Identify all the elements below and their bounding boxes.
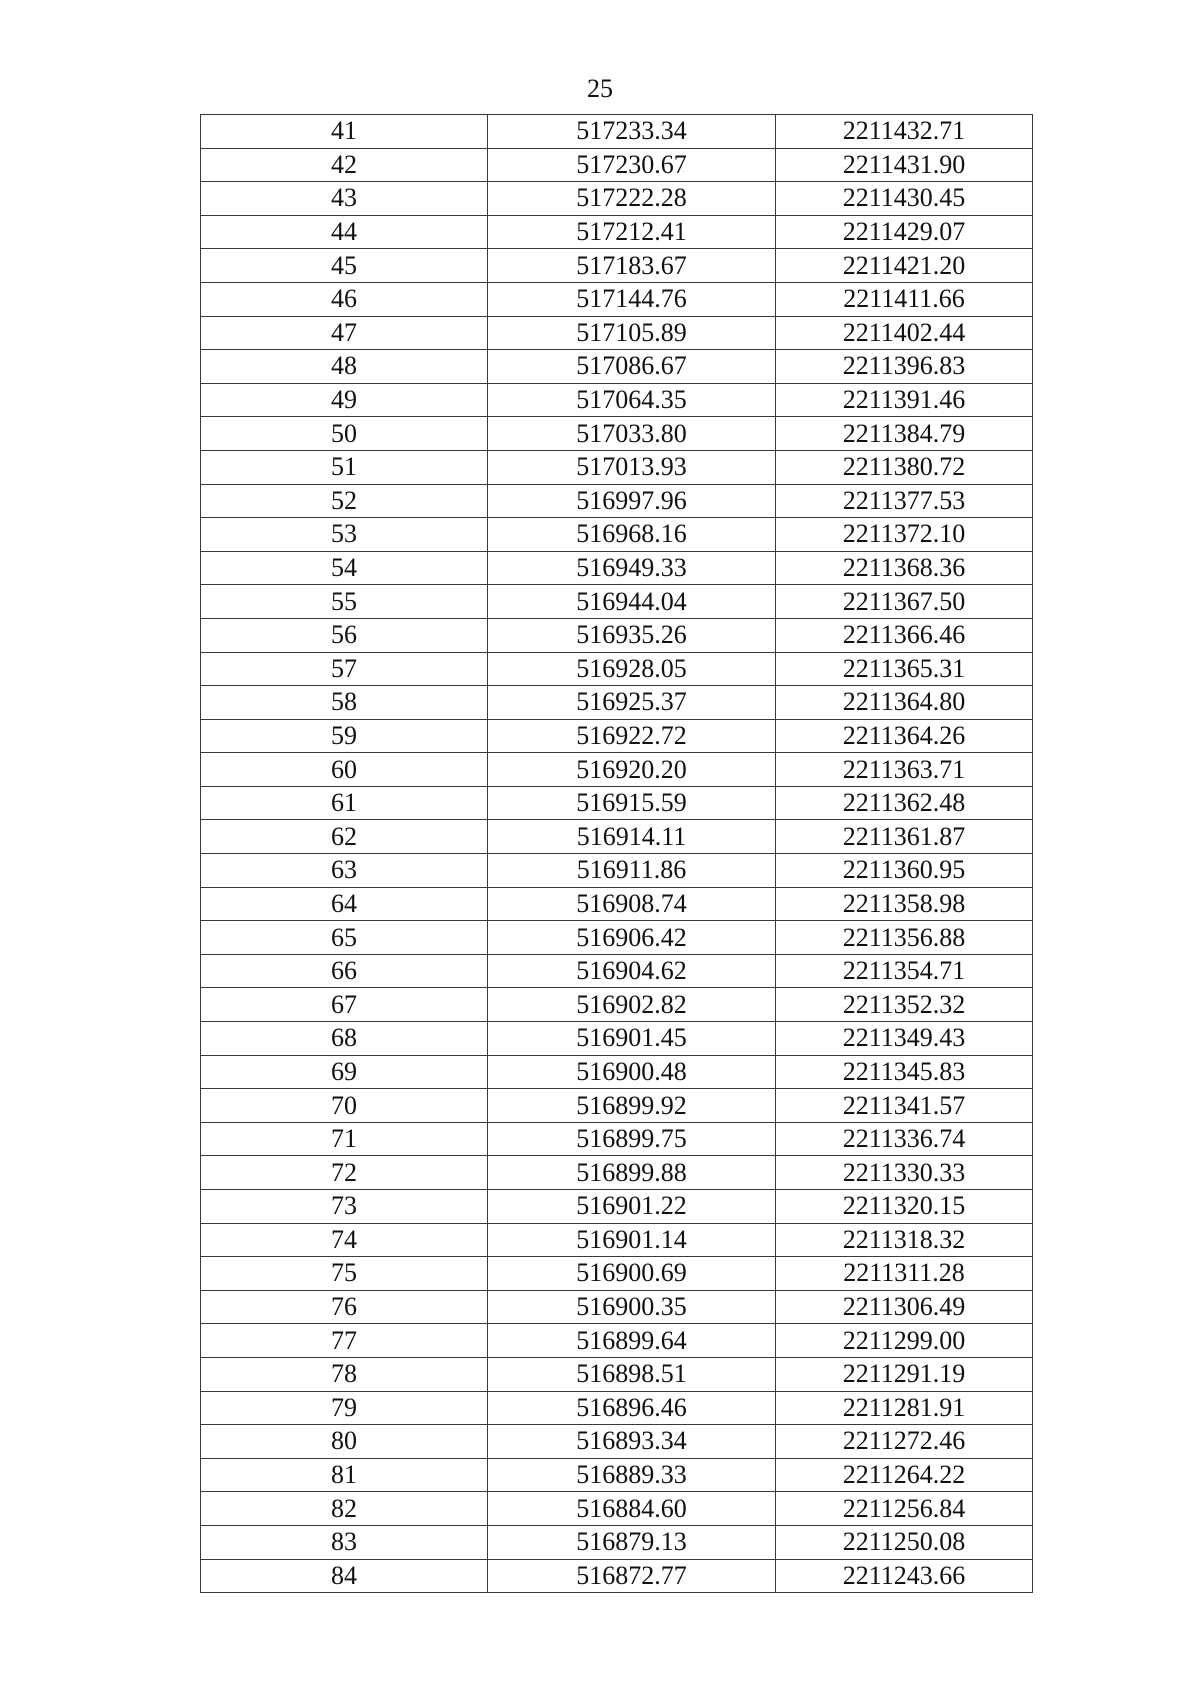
x-coordinate-cell: 516901.22: [488, 1190, 776, 1224]
point-number-cell: 42: [201, 148, 488, 182]
point-number-cell: 53: [201, 518, 488, 552]
table-row: [201, 1055, 1033, 1089]
y-coordinate-cell: 2211306.49: [776, 1290, 1033, 1324]
y-coordinate-cell: 2211431.90: [776, 148, 1033, 182]
table-row: [201, 182, 1033, 216]
table-row: [201, 1458, 1033, 1492]
x-coordinate-cell: 516900.48: [488, 1055, 776, 1089]
table-row: [201, 1525, 1033, 1559]
y-coordinate-cell: 2211380.72: [776, 450, 1033, 484]
table-row: [201, 1425, 1033, 1459]
y-coordinate-cell: 2211352.32: [776, 988, 1033, 1022]
y-coordinate-cell: 2211384.79: [776, 417, 1033, 451]
table-row: [201, 1122, 1033, 1156]
y-coordinate-cell: 2211291.19: [776, 1357, 1033, 1391]
point-number-cell: 67: [201, 988, 488, 1022]
x-coordinate-cell: 516889.33: [488, 1458, 776, 1492]
coordinate-table: [200, 114, 1033, 1593]
x-coordinate-cell: 516901.14: [488, 1223, 776, 1257]
y-coordinate-cell: 2211250.08: [776, 1525, 1033, 1559]
x-coordinate-cell: 516928.05: [488, 652, 776, 686]
point-number-cell: 57: [201, 652, 488, 686]
table-row: [201, 1257, 1033, 1291]
x-coordinate-cell: 516900.35: [488, 1290, 776, 1324]
y-coordinate-cell: 2211421.20: [776, 249, 1033, 283]
table-row: [201, 518, 1033, 552]
point-number-cell: 74: [201, 1223, 488, 1257]
x-coordinate-cell: 516879.13: [488, 1525, 776, 1559]
x-coordinate-cell: 516949.33: [488, 551, 776, 585]
x-coordinate-cell: 516997.96: [488, 484, 776, 518]
table-row: [201, 551, 1033, 585]
table-row: [201, 854, 1033, 888]
table-row: [201, 148, 1033, 182]
y-coordinate-cell: 2211368.36: [776, 551, 1033, 585]
point-number-cell: 84: [201, 1559, 488, 1593]
point-number-cell: 76: [201, 1290, 488, 1324]
x-coordinate-cell: 516901.45: [488, 1022, 776, 1056]
point-number-cell: 78: [201, 1357, 488, 1391]
y-coordinate-cell: 2211365.31: [776, 652, 1033, 686]
point-number-cell: 62: [201, 820, 488, 854]
point-number-cell: 72: [201, 1156, 488, 1190]
y-coordinate-cell: 2211318.32: [776, 1223, 1033, 1257]
x-coordinate-cell: 516896.46: [488, 1391, 776, 1425]
point-number-cell: 51: [201, 450, 488, 484]
x-coordinate-cell: 516914.11: [488, 820, 776, 854]
y-coordinate-cell: 2211320.15: [776, 1190, 1033, 1224]
point-number-cell: 70: [201, 1089, 488, 1123]
y-coordinate-cell: 2211432.71: [776, 115, 1033, 149]
point-number-cell: 79: [201, 1391, 488, 1425]
table-row: [201, 249, 1033, 283]
x-coordinate-cell: 517212.41: [488, 215, 776, 249]
x-coordinate-cell: 517064.35: [488, 383, 776, 417]
point-number-cell: 68: [201, 1022, 488, 1056]
table-row: [201, 450, 1033, 484]
point-number-cell: 56: [201, 618, 488, 652]
point-number-cell: 48: [201, 350, 488, 384]
y-coordinate-cell: 2211429.07: [776, 215, 1033, 249]
y-coordinate-cell: 2211366.46: [776, 618, 1033, 652]
table-row: [201, 719, 1033, 753]
x-coordinate-cell: 516935.26: [488, 618, 776, 652]
y-coordinate-cell: 2211391.46: [776, 383, 1033, 417]
page-number: 25: [587, 74, 613, 103]
table-row: [201, 316, 1033, 350]
table-row: [201, 1089, 1033, 1123]
x-coordinate-cell: 516898.51: [488, 1357, 776, 1391]
table-row: [201, 115, 1033, 149]
table-row: [201, 1324, 1033, 1358]
y-coordinate-cell: 2211299.00: [776, 1324, 1033, 1358]
x-coordinate-cell: 517086.67: [488, 350, 776, 384]
y-coordinate-cell: 2211281.91: [776, 1391, 1033, 1425]
y-coordinate-cell: 2211354.71: [776, 954, 1033, 988]
point-number-cell: 59: [201, 719, 488, 753]
x-coordinate-cell: 516968.16: [488, 518, 776, 552]
y-coordinate-cell: 2211430.45: [776, 182, 1033, 216]
point-number-cell: 82: [201, 1492, 488, 1526]
point-number-cell: 73: [201, 1190, 488, 1224]
table-row: [201, 1156, 1033, 1190]
x-coordinate-cell: 516893.34: [488, 1425, 776, 1459]
table-row: [201, 820, 1033, 854]
table-row: [201, 1492, 1033, 1526]
x-coordinate-cell: 516900.69: [488, 1257, 776, 1291]
x-coordinate-cell: 517105.89: [488, 316, 776, 350]
y-coordinate-cell: 2211264.22: [776, 1458, 1033, 1492]
y-coordinate-cell: 2211377.53: [776, 484, 1033, 518]
point-number-cell: 66: [201, 954, 488, 988]
x-coordinate-cell: 517013.93: [488, 450, 776, 484]
x-coordinate-cell: 516899.64: [488, 1324, 776, 1358]
point-number-cell: 49: [201, 383, 488, 417]
y-coordinate-cell: 2211361.87: [776, 820, 1033, 854]
y-coordinate-cell: 2211402.44: [776, 316, 1033, 350]
point-number-cell: 69: [201, 1055, 488, 1089]
x-coordinate-cell: 516906.42: [488, 921, 776, 955]
point-number-cell: 58: [201, 686, 488, 720]
x-coordinate-cell: 516911.86: [488, 854, 776, 888]
table-row: [201, 1290, 1033, 1324]
point-number-cell: 65: [201, 921, 488, 955]
y-coordinate-cell: 2211358.98: [776, 887, 1033, 921]
y-coordinate-cell: 2211396.83: [776, 350, 1033, 384]
table-row: [201, 1559, 1033, 1593]
y-coordinate-cell: 2211330.33: [776, 1156, 1033, 1190]
y-coordinate-cell: 2211364.80: [776, 686, 1033, 720]
y-coordinate-cell: 2211356.88: [776, 921, 1033, 955]
point-number-cell: 75: [201, 1257, 488, 1291]
point-number-cell: 61: [201, 786, 488, 820]
x-coordinate-cell: 516904.62: [488, 954, 776, 988]
table-row: [201, 350, 1033, 384]
table-row: [201, 1357, 1033, 1391]
x-coordinate-cell: 516925.37: [488, 686, 776, 720]
point-number-cell: 81: [201, 1458, 488, 1492]
table-row: [201, 921, 1033, 955]
x-coordinate-cell: 516872.77: [488, 1559, 776, 1593]
point-number-cell: 55: [201, 585, 488, 619]
y-coordinate-cell: 2211341.57: [776, 1089, 1033, 1123]
y-coordinate-cell: 2211411.66: [776, 282, 1033, 316]
point-number-cell: 60: [201, 753, 488, 787]
table-row: [201, 1022, 1033, 1056]
point-number-cell: 80: [201, 1425, 488, 1459]
x-coordinate-cell: 517033.80: [488, 417, 776, 451]
x-coordinate-cell: 517144.76: [488, 282, 776, 316]
x-coordinate-cell: 517222.28: [488, 182, 776, 216]
table-row: [201, 1190, 1033, 1224]
point-number-cell: 77: [201, 1324, 488, 1358]
x-coordinate-cell: 517230.67: [488, 148, 776, 182]
y-coordinate-cell: 2211349.43: [776, 1022, 1033, 1056]
table-row: [201, 215, 1033, 249]
point-number-cell: 46: [201, 282, 488, 316]
table-row: [201, 484, 1033, 518]
y-coordinate-cell: 2211367.50: [776, 585, 1033, 619]
x-coordinate-cell: 516899.92: [488, 1089, 776, 1123]
table-row: [201, 954, 1033, 988]
point-number-cell: 50: [201, 417, 488, 451]
table-row: [201, 686, 1033, 720]
point-number-cell: 52: [201, 484, 488, 518]
y-coordinate-cell: 2211272.46: [776, 1425, 1033, 1459]
y-coordinate-cell: 2211243.66: [776, 1559, 1033, 1593]
table-row: [201, 1391, 1033, 1425]
table-row: [201, 618, 1033, 652]
x-coordinate-cell: 516915.59: [488, 786, 776, 820]
table-body: [201, 115, 1033, 1593]
x-coordinate-cell: 516944.04: [488, 585, 776, 619]
x-coordinate-cell: 516899.88: [488, 1156, 776, 1190]
y-coordinate-cell: 2211345.83: [776, 1055, 1033, 1089]
x-coordinate-cell: 517233.34: [488, 115, 776, 149]
table-row: [201, 652, 1033, 686]
table-row: [201, 1223, 1033, 1257]
table-row: [201, 753, 1033, 787]
table-row: [201, 887, 1033, 921]
y-coordinate-cell: 2211311.28: [776, 1257, 1033, 1291]
point-number-cell: 47: [201, 316, 488, 350]
y-coordinate-cell: 2211360.95: [776, 854, 1033, 888]
point-number-cell: 71: [201, 1122, 488, 1156]
point-number-cell: 63: [201, 854, 488, 888]
x-coordinate-cell: 516920.20: [488, 753, 776, 787]
point-number-cell: 43: [201, 182, 488, 216]
x-coordinate-cell: 516899.75: [488, 1122, 776, 1156]
point-number-cell: 45: [201, 249, 488, 283]
point-number-cell: 64: [201, 887, 488, 921]
x-coordinate-cell: 517183.67: [488, 249, 776, 283]
x-coordinate-cell: 516922.72: [488, 719, 776, 753]
x-coordinate-cell: 516908.74: [488, 887, 776, 921]
y-coordinate-cell: 2211372.10: [776, 518, 1033, 552]
table-row: [201, 786, 1033, 820]
y-coordinate-cell: 2211336.74: [776, 1122, 1033, 1156]
table-row: [201, 585, 1033, 619]
table-row: [201, 417, 1033, 451]
table-row: [201, 383, 1033, 417]
point-number-cell: 44: [201, 215, 488, 249]
y-coordinate-cell: 2211364.26: [776, 719, 1033, 753]
y-coordinate-cell: 2211256.84: [776, 1492, 1033, 1526]
point-number-cell: 54: [201, 551, 488, 585]
x-coordinate-cell: 516902.82: [488, 988, 776, 1022]
x-coordinate-cell: 516884.60: [488, 1492, 776, 1526]
table-row: [201, 988, 1033, 1022]
point-number-cell: 83: [201, 1525, 488, 1559]
table-row: [201, 282, 1033, 316]
y-coordinate-cell: 2211363.71: [776, 753, 1033, 787]
y-coordinate-cell: 2211362.48: [776, 786, 1033, 820]
point-number-cell: 41: [201, 115, 488, 149]
